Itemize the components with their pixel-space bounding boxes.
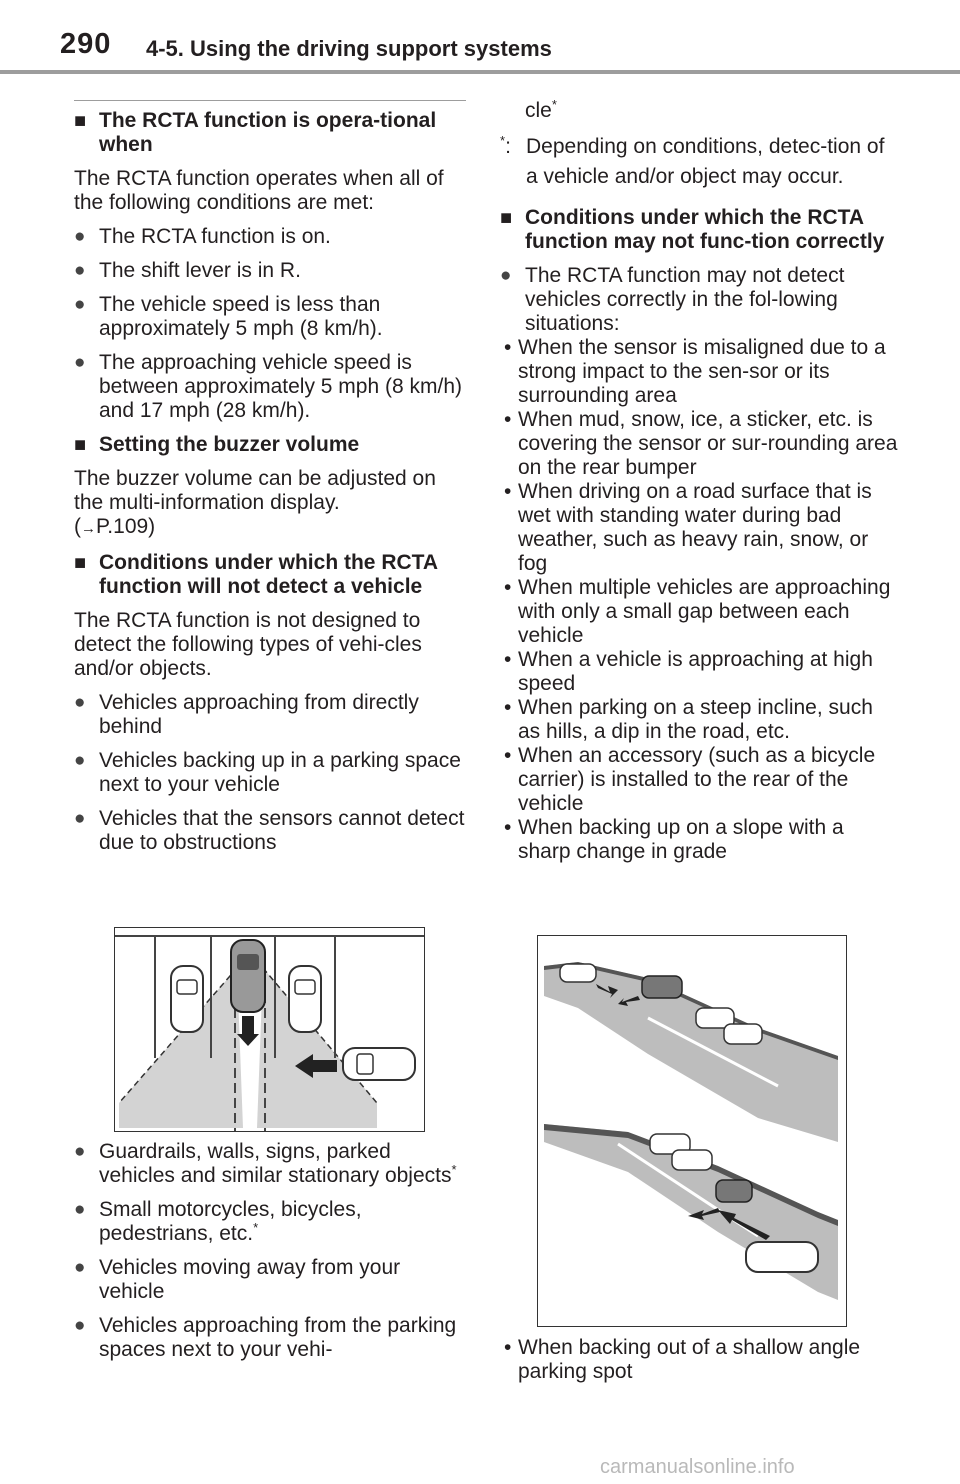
paragraph-operational: The RCTA function operates when all of the following conditions are met:	[74, 167, 444, 214]
heading-not-detect: ■ Conditions under which the RCTA function will not detect a vehicle	[74, 551, 466, 599]
situation-item-last: • When backing out of a shallow angle parking spot	[500, 1336, 900, 1384]
situation-item: • When multiple vehicles are approaching with only a small gap between each vehicle	[500, 576, 900, 648]
bullet-not-detected: ● Vehicles backing up in a parking space next to your vehicle	[74, 749, 466, 797]
page-header	[0, 0, 960, 76]
page-ref-arrow-icon: →	[81, 520, 96, 537]
footnote-text: Depending on conditions, detec-tion of a vehicle and/or object may occur.	[526, 135, 885, 188]
bullet-condition: ● The RCTA function is on.	[74, 225, 466, 249]
bullet-condition: ● The vehicle speed is less than approximately 5 mph (8 km/h).	[74, 293, 466, 341]
asterisk-mark: *	[451, 1162, 457, 1177]
asterisk-mark: *	[551, 97, 557, 112]
situation-item: • When parking on a steep incline, such as hills, a dip in the road, etc.	[500, 696, 900, 744]
parking-obstruction-illustration	[114, 927, 425, 1132]
asterisk-mark: *	[253, 1220, 259, 1235]
left-column	[74, 100, 466, 855]
bullet-intro: ● The RCTA function may not detect vehicles correctly in the fol-lowing situations:	[500, 264, 900, 336]
paragraph-buzzer: The buzzer volume can be adjusted on the multi-information display. (→P.109)	[74, 467, 436, 538]
bullet-not-detected: ● Vehicles approaching from directly behind	[74, 691, 466, 739]
situation-item: • When the sensor is misaligned due to a strong impact to the sen-sor or its surrounding area	[500, 336, 900, 408]
left-column-lower	[74, 1140, 466, 1362]
slope-grade-illustration	[537, 935, 847, 1327]
heading-operational: ■ The RCTA function is opera-tional when	[74, 109, 466, 157]
bullet-not-detected: ● Vehicles that the sensors cannot detect due to obstructions	[74, 807, 466, 855]
bullet-condition: ● The shift lever is in R.	[74, 259, 466, 283]
footnote	[500, 132, 900, 192]
right-column	[500, 96, 900, 864]
bullet-moving-away: ● Vehicles moving away from your vehicle	[74, 1256, 466, 1304]
situation-item: • When mud, snow, ice, a sticker, etc. is covering the sensor or sur-rounding area on the rear bumper	[500, 408, 900, 480]
situation-item: • When driving on a road surface that is wet with standing water during bad weather, such as heavy rain, snow, or fog	[500, 480, 900, 576]
buzzer-text: The buzzer volume can be adjusted on the multi-information display.	[74, 467, 436, 514]
bullet-guardrails: ● Guardrails, walls, signs, parked vehicles and similar stationary objects*	[74, 1140, 466, 1188]
section-title: 4-5. Using the driving support systems	[146, 36, 552, 61]
heading-buzzer: ■ Setting the buzzer volume	[74, 433, 466, 457]
situation-item: • When a vehicle is approaching at high speed	[500, 648, 900, 696]
continued-text: cle*	[525, 97, 557, 122]
footnote-mark: *:	[500, 133, 511, 158]
page-number: 290	[60, 28, 112, 60]
bullet-adjacent-spaces: ● Vehicles approaching from the parking spaces next to your vehi-	[74, 1314, 466, 1362]
situation-item: • When backing up on a slope with a sharp change in grade	[500, 816, 900, 864]
bullet-small-objects: ● Small motorcycles, bicycles, pedestrians, etc.*	[74, 1198, 466, 1246]
situation-item: • When an accessory (such as a bicycle carrier) is installed to the rear of the vehicle	[500, 744, 900, 816]
page-reference-link[interactable]: P.109	[96, 515, 149, 538]
right-column-lower	[500, 1336, 900, 1384]
section-divider	[74, 100, 466, 101]
paragraph-not-detect: The RCTA function is not designed to detect the following types of vehi-cles and/or objects.	[74, 609, 422, 680]
header-rule	[0, 70, 960, 74]
heading-may-not-function: ■ Conditions under which the RCTA function may not func-tion correctly	[500, 206, 900, 254]
bullet-condition: ● The approaching vehicle speed is between approximately 5 mph (8 km/h) and 17 mph (28 km/h).	[74, 351, 466, 423]
watermark: carmanualsonline.info	[600, 1456, 795, 1478]
